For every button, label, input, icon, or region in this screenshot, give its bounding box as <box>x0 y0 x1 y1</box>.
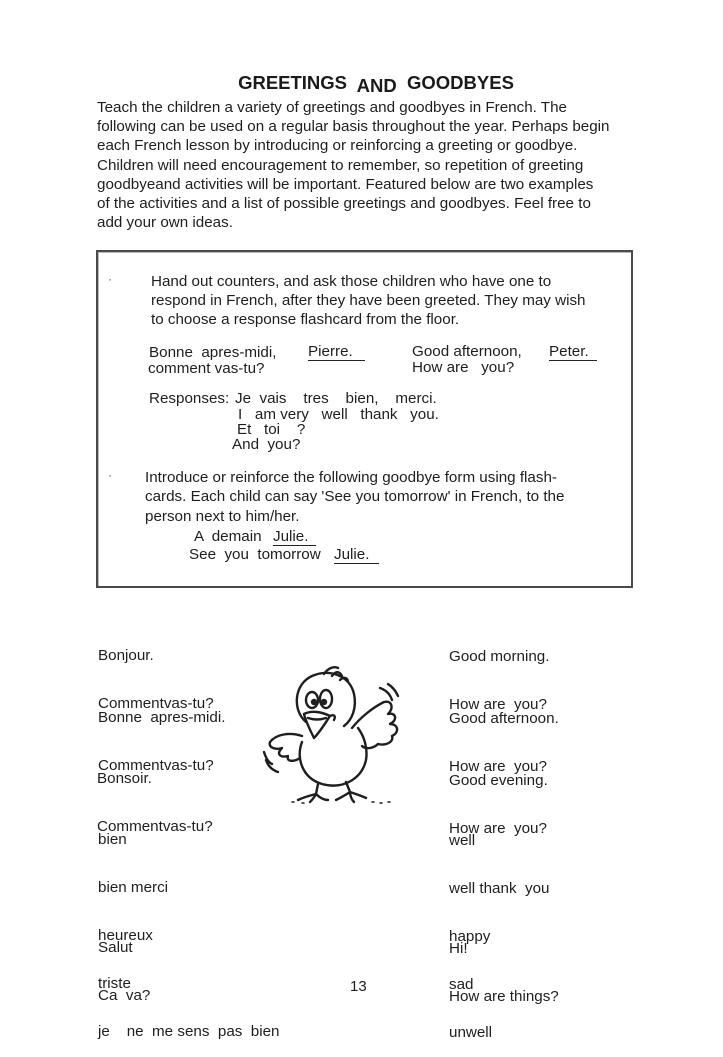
chick-wing-left <box>270 734 302 761</box>
bullet-icon: · <box>108 272 112 286</box>
title-goodbyes: GOODBYES <box>407 72 514 93</box>
english-goodbye: See you tomorrow <box>189 546 321 563</box>
english-phrase: Hi! <box>449 940 468 957</box>
chick-illustration <box>262 662 412 807</box>
english-question: How are you? <box>412 359 515 376</box>
french-phrase: Commentvas-tu? <box>97 818 213 835</box>
english-phrase: How are you? <box>449 758 547 775</box>
french-question: comment vas-tu? <box>148 360 265 377</box>
french-goodbye-name-blank: Julie. <box>273 529 316 546</box>
french-phrase: Bonne apres-midi. <box>98 709 226 726</box>
chick-body <box>300 728 367 786</box>
activity1-line: Hand out counters, and ask those children who have one to <box>151 273 552 290</box>
intro-line: add your own ideas. <box>97 214 233 232</box>
activity1-line: to choose a response flashcard from the floor. <box>151 311 460 328</box>
french-phrase: Salut <box>98 939 133 956</box>
french-phrase: triste <box>98 975 131 992</box>
chick-beak <box>304 712 330 738</box>
intro-line: Children will need encouragement to remember, so repetition of greeting <box>97 156 584 174</box>
intro-line: goodbyeand activities will be important. Featured below are two examples <box>97 175 594 193</box>
french-phrase: heureux <box>98 927 153 944</box>
english-phrase: How are you? <box>449 696 547 713</box>
french-phrase: Bonsoir. <box>97 770 152 787</box>
page-number: 13 <box>350 978 367 995</box>
english-phrase: well <box>449 832 476 849</box>
french-phrase: Commentvas-tu? <box>98 695 214 712</box>
intro-line: following can be used on a regular basis throughout the year. Perhaps begin <box>97 118 610 136</box>
activity2-line: person next to him/her. <box>145 508 300 525</box>
french-phrase: Ca va? <box>98 987 151 1004</box>
intro-line: each French lesson by introducing or reinforcing a greeting or goodbye. <box>97 137 578 155</box>
english-goodbye-name-blank: Julie. <box>334 547 379 564</box>
french-phrase: je ne me sens pas bien <box>98 1023 280 1040</box>
chick-wing-right <box>352 702 397 748</box>
intro-line: of the activities and a list of possible greetings and goodbyes. Feel free to <box>97 195 591 213</box>
page-title <box>0 72 723 94</box>
english-phrase: Good evening. <box>449 772 548 789</box>
english-phrase: unwell <box>449 1024 493 1041</box>
french-phrase: bien <box>98 831 127 848</box>
english-phrase: Good morning. <box>449 648 550 665</box>
activity2-line: cards. Each child can say 'See you tomorrow' in French, to the <box>145 488 565 505</box>
english-greeting: Good afternoon, <box>412 343 522 360</box>
response-line: I am very well thank you. <box>238 406 439 423</box>
english-phrase: Good afternoon. <box>449 710 559 727</box>
french-greeting: Bonne apres-midi, <box>149 344 277 361</box>
bullet-icon: · <box>108 468 112 482</box>
french-phrase: bien merci <box>98 879 169 896</box>
english-phrase: sad <box>449 976 474 993</box>
french-phrase: Commentvas-tu? <box>98 757 214 774</box>
english-phrase-group <box>449 909 559 1021</box>
english-phrase: happy <box>449 928 491 945</box>
chick-eye-right <box>320 690 332 708</box>
french-goodbye: A demain <box>194 528 262 545</box>
english-phrase: well thank you <box>449 880 550 897</box>
activity2-line: Introduce or reinforce the following goodbye form using flash- <box>145 469 557 486</box>
responses-label: Responses: <box>149 390 230 407</box>
response-line: Je vais tres bien, merci. <box>235 390 437 407</box>
french-phrase: Bonjour. <box>98 647 154 664</box>
response-line: And you? <box>232 436 301 453</box>
english-phrase: How are things? <box>449 988 559 1005</box>
french-phrase-group <box>98 908 150 1020</box>
french-name-blank: Pierre. <box>308 344 365 361</box>
english-name-blank: Peter. <box>549 344 597 361</box>
activity1-line: respond in French, after they have been greeted. They may wish <box>151 292 586 309</box>
intro-paragraph <box>97 98 637 232</box>
title-and: AND <box>356 75 397 96</box>
response-line: Et toi ? <box>237 421 306 438</box>
english-phrase: How are you? <box>449 820 547 837</box>
intro-line: Teach the children a variety of greetings and goodbyes in French. The <box>97 99 567 116</box>
title-greetings: GREETINGS <box>238 72 348 93</box>
